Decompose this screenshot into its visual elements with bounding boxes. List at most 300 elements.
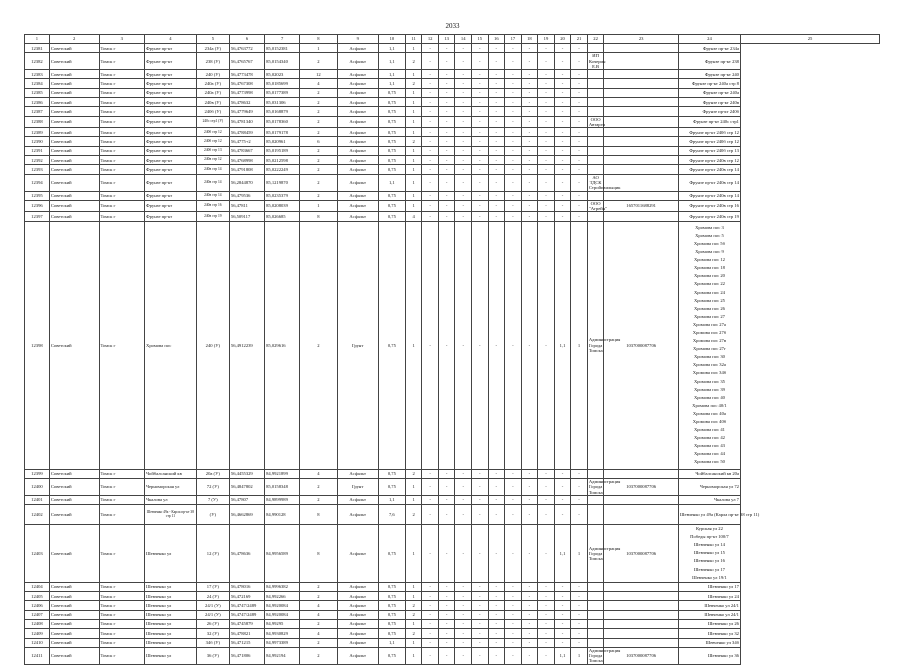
empty-cell: - xyxy=(422,79,439,88)
column-header-18: 18 xyxy=(521,35,538,44)
row-id: 12387 xyxy=(25,107,50,116)
address-list-item: Хромова пос 32а xyxy=(692,362,726,368)
inn-cell xyxy=(604,592,679,601)
empty-cell: - xyxy=(455,610,472,619)
empty-cell: - xyxy=(538,221,555,469)
empty-cell: - xyxy=(455,116,472,128)
extra-volume-cell: - xyxy=(554,610,571,619)
containers-cell: 1 xyxy=(405,98,422,107)
empty-cell: - xyxy=(505,200,522,212)
owner-cell xyxy=(587,146,604,155)
empty-cell: - xyxy=(538,629,555,638)
extra-count-cell: 1 xyxy=(571,647,588,664)
latitude-cell: 56,4662869 xyxy=(229,505,264,525)
empty-cell: - xyxy=(438,79,455,88)
house-number-cell: 20а (У) xyxy=(196,469,229,478)
extra-count-cell: - xyxy=(571,191,588,200)
count-cell: 2 xyxy=(300,146,337,155)
address-cell: Фрунзе пр-кт 240 xyxy=(678,70,740,79)
extra-count-cell: - xyxy=(571,505,588,525)
region-cell: Советский xyxy=(49,44,99,53)
empty-cell: - xyxy=(472,629,489,638)
empty-cell: - xyxy=(521,495,538,504)
empty-cell: - xyxy=(521,165,538,174)
table-row xyxy=(25,582,880,591)
street-cell: Шевченко ул xyxy=(145,610,197,619)
street-cell: Шевченко ул xyxy=(145,601,197,610)
table-row xyxy=(25,137,880,146)
latitude-cell: 56,47807 xyxy=(229,495,264,504)
row-id: 12395 xyxy=(25,191,50,200)
longitude-cell: 85,0212598 xyxy=(265,156,300,165)
surface-cell: Асфальт xyxy=(337,174,378,191)
column-header-17: 17 xyxy=(505,35,522,44)
empty-cell: - xyxy=(438,525,455,583)
surface-cell: Грунт xyxy=(337,478,378,495)
street-cell: Шевченко ул xyxy=(145,582,197,591)
latitude-cell: 56,471215 xyxy=(229,638,264,647)
extra-count-cell: - xyxy=(571,495,588,504)
address-cell: Фрунзе пр-кт 240б стр 12 xyxy=(678,128,740,137)
region-cell: Советский xyxy=(49,525,99,583)
containers-cell: 1 xyxy=(405,638,422,647)
empty-cell: - xyxy=(438,107,455,116)
empty-cell: - xyxy=(505,525,522,583)
empty-cell: - xyxy=(422,601,439,610)
empty-cell: - xyxy=(455,146,472,155)
latitude-cell: 56,4745879 xyxy=(229,619,264,628)
table-row xyxy=(25,638,880,647)
surface-cell: Асфальт xyxy=(337,44,378,53)
region-cell: Советский xyxy=(49,137,99,146)
surface-cell: Асфальт xyxy=(337,200,378,212)
empty-cell: - xyxy=(422,165,439,174)
longitude-cell: 85,0168879 xyxy=(265,107,300,116)
address-list-item: Хромова пос 41 xyxy=(693,427,725,433)
empty-cell: - xyxy=(538,212,555,221)
containers-cell: 1 xyxy=(405,156,422,165)
extra-count-cell: - xyxy=(571,98,588,107)
inn-cell xyxy=(604,116,679,128)
row-id: 12405 xyxy=(25,592,50,601)
longitude-cell: 85,020961 xyxy=(265,137,300,146)
table-row xyxy=(25,525,880,583)
surface-cell: Асфальт xyxy=(337,592,378,601)
containers-cell: 1 xyxy=(405,647,422,664)
empty-cell: - xyxy=(521,88,538,97)
owner-cell: Администрация Города Томска xyxy=(587,525,604,583)
empty-cell: - xyxy=(505,505,522,525)
volume-cell: 0,75 xyxy=(378,221,405,469)
surface-cell: Грунт xyxy=(337,221,378,469)
containers-cell: 1 xyxy=(405,70,422,79)
containers-cell: 1 xyxy=(405,582,422,591)
empty-cell: - xyxy=(455,469,472,478)
address-cell: Фрунзе пр-кт 240в стр 14 xyxy=(678,174,740,191)
house-number-cell: 238 (У) xyxy=(196,53,229,70)
house-number-cell: 234а (У) xyxy=(196,44,229,53)
empty-cell: - xyxy=(438,212,455,221)
longitude-cell: 84,9920084 xyxy=(265,610,300,619)
count-cell: 8 xyxy=(300,212,337,221)
longitude-cell: 84,9973389 xyxy=(265,638,300,647)
city-cell: Томск г xyxy=(99,191,145,200)
empty-cell: - xyxy=(455,629,472,638)
latitude-cell: 56,4455329 xyxy=(229,469,264,478)
city-cell: Томск г xyxy=(99,44,145,53)
table-header-row xyxy=(25,35,880,44)
empty-cell: - xyxy=(455,221,472,469)
empty-cell: - xyxy=(455,137,472,146)
empty-cell: - xyxy=(422,525,439,583)
latitude-cell: 56,4773478 xyxy=(229,70,264,79)
house-number-cell: 12 (У) xyxy=(196,525,229,583)
city-cell: Томск г xyxy=(99,98,145,107)
extra-volume-cell: - xyxy=(554,70,571,79)
volume-cell: 0,75 xyxy=(378,212,405,221)
empty-cell: - xyxy=(538,128,555,137)
empty-cell: - xyxy=(488,601,505,610)
surface-cell: Асфальт xyxy=(337,191,378,200)
empty-cell: - xyxy=(422,116,439,128)
city-cell: Томск г xyxy=(99,619,145,628)
empty-cell: - xyxy=(472,174,489,191)
house-number-cell: (У) xyxy=(196,505,229,525)
owner-cell: Администрация Города Томска xyxy=(588,647,621,664)
empty-cell: - xyxy=(488,619,505,628)
surface-cell: Асфальт xyxy=(337,156,378,165)
volume-cell: 1,1 xyxy=(378,70,405,79)
empty-cell: - xyxy=(521,629,538,638)
street-cell: Шевченко ул xyxy=(145,638,197,647)
volume-cell: 0,75 xyxy=(378,156,405,165)
longitude-cell: 85,026685 xyxy=(265,212,300,221)
street-cell: Шевченко 49а - Карла пр-кт 38 стр 11 xyxy=(145,505,197,525)
longitude-cell: 84,99295 xyxy=(265,619,300,628)
empty-cell: - xyxy=(521,200,538,212)
owner-cell: ООО Автаргн xyxy=(588,116,605,127)
house-number-cell: 240в стр 12 xyxy=(196,156,229,165)
empty-cell: - xyxy=(521,53,538,70)
address-cell: Фрунзе пр-кт 240б стр 13 xyxy=(678,146,740,155)
owner-cell xyxy=(587,79,604,88)
empty-cell: - xyxy=(505,107,522,116)
extra-volume-cell: - xyxy=(554,98,571,107)
extra-count-cell: - xyxy=(571,212,588,221)
empty-cell: - xyxy=(488,53,505,70)
volume-cell: 0,75 xyxy=(378,191,405,200)
row-id: 12381 xyxy=(25,44,50,53)
surface-cell: Асфальт xyxy=(337,638,378,647)
extra-count-cell: - xyxy=(571,200,588,212)
empty-cell: - xyxy=(438,505,455,525)
row-id: 12388 xyxy=(25,116,50,128)
volume-cell: 1,1 xyxy=(378,53,405,70)
row-id: 12408 xyxy=(25,619,50,628)
extra-volume-cell: - xyxy=(554,601,571,610)
inn-cell: 1037000087706 xyxy=(604,478,679,495)
extra-count-cell: - xyxy=(571,592,588,601)
address-cell: Шевченко ул 17 xyxy=(678,582,740,591)
extra-count-cell: - xyxy=(571,638,588,647)
row-id: 12407 xyxy=(25,610,50,619)
empty-cell: - xyxy=(488,165,505,174)
inn-cell xyxy=(604,582,679,591)
owner-cell xyxy=(587,582,604,591)
surface-cell: Асфальт xyxy=(337,505,378,525)
address-cell: Фрунзе пр-кт 240в стр 12 xyxy=(678,156,740,165)
latitude-cell: 56,4747/2489 xyxy=(229,601,264,610)
empty-cell: - xyxy=(521,128,538,137)
address-list-item: Шевченко ул 17 xyxy=(693,566,725,572)
empty-cell: - xyxy=(455,601,472,610)
empty-cell: - xyxy=(422,156,439,165)
empty-cell: - xyxy=(488,647,505,664)
containers-cell: 1 xyxy=(405,495,422,504)
row-id: 12402 xyxy=(25,505,50,525)
region-cell: Советский xyxy=(49,107,99,116)
empty-cell: - xyxy=(455,212,472,221)
owner-cell xyxy=(587,638,604,647)
empty-cell: - xyxy=(505,495,522,504)
street-cell: Фрунзе пр-кт xyxy=(145,200,197,212)
empty-cell: - xyxy=(538,137,555,146)
street-cell: Шевченко ул xyxy=(145,619,197,628)
volume-cell: 1,1 xyxy=(378,495,405,504)
longitude-cell: 85,0179178 xyxy=(265,128,300,137)
empty-cell: - xyxy=(488,505,505,525)
empty-cell: - xyxy=(488,107,505,116)
house-number-cell: 24 (У) xyxy=(196,592,229,601)
address-cell: Фрунзе пр-кт 240б xyxy=(678,107,740,116)
empty-cell: - xyxy=(472,53,489,70)
empty-cell: - xyxy=(521,146,538,155)
house-number-cell: 24/1 (У) xyxy=(196,610,229,619)
street-cell: Фрунзе пр-кт xyxy=(145,128,197,137)
volume-cell: 1,1 xyxy=(378,79,405,88)
extra-count-cell: - xyxy=(571,174,588,191)
extra-volume-cell: 1,1 xyxy=(554,525,571,583)
containers-cell: 2 xyxy=(405,629,422,638)
empty-cell: - xyxy=(505,44,522,53)
empty-cell: - xyxy=(422,44,439,53)
empty-cell: - xyxy=(538,79,555,88)
empty-cell: - xyxy=(472,137,489,146)
volume-cell: 7,6 xyxy=(378,505,405,525)
address-list-item: Хромова пос 40 xyxy=(693,394,725,400)
empty-cell: - xyxy=(488,156,505,165)
count-cell: 12 xyxy=(300,70,337,79)
table-row xyxy=(25,174,880,191)
empty-cell: - xyxy=(538,88,555,97)
empty-cell: - xyxy=(438,70,455,79)
city-cell: Томск г xyxy=(99,638,145,647)
empty-cell: - xyxy=(438,165,455,174)
owner-cell xyxy=(587,469,604,478)
empty-cell: - xyxy=(472,44,489,53)
row-id: 12385 xyxy=(25,88,50,97)
city-cell: Томск г xyxy=(99,146,145,155)
column-header-12: 12 xyxy=(422,35,439,44)
empty-cell: - xyxy=(505,70,522,79)
count-cell: 2 xyxy=(300,128,337,137)
empty-cell: - xyxy=(505,53,522,70)
row-id: 12384 xyxy=(25,79,50,88)
empty-cell: - xyxy=(472,601,489,610)
address-list-item: Шевченко ул 16 xyxy=(693,558,725,564)
column-header-15: 15 xyxy=(472,35,489,44)
longitude-cell: 85,031306 xyxy=(265,98,300,107)
table-row xyxy=(25,200,880,212)
count-cell: 2 xyxy=(300,107,337,116)
longitude-cell: 85,0195189 xyxy=(265,146,300,155)
volume-cell: 0,75 xyxy=(378,146,405,155)
inn-cell xyxy=(604,146,679,155)
empty-cell: - xyxy=(472,88,489,97)
empty-cell: - xyxy=(538,478,555,495)
table-row xyxy=(25,88,880,97)
empty-cell: - xyxy=(488,638,505,647)
latitude-cell: 56,4775+2 xyxy=(229,137,264,146)
empty-cell: - xyxy=(505,191,522,200)
empty-cell: - xyxy=(521,79,538,88)
empty-cell: - xyxy=(521,107,538,116)
address-cell: Фрунзе пр-кт 240в стр 19 xyxy=(678,212,740,221)
surface-cell: Асфальт xyxy=(337,619,378,628)
address-cell: Фрунзе пр-кт 238 xyxy=(678,53,740,70)
count-cell: 2 xyxy=(300,98,337,107)
region-cell: Советский xyxy=(49,165,99,174)
longitude-cell: 84,9930829 xyxy=(265,629,300,638)
volume-cell: 0,75 xyxy=(378,647,405,664)
table-row xyxy=(25,53,880,70)
address-list-item: Хромова пос 35 xyxy=(693,378,725,384)
empty-cell: - xyxy=(505,212,522,221)
empty-cell: - xyxy=(538,98,555,107)
latitude-cell: 56,4773998 xyxy=(229,88,264,97)
street-cell: Шевченко ул xyxy=(145,647,197,664)
empty-cell: - xyxy=(472,98,489,107)
empty-cell: - xyxy=(505,592,522,601)
inn-cell xyxy=(604,191,679,200)
containers-cell: 1 xyxy=(405,165,422,174)
table-row xyxy=(25,146,880,155)
surface-cell: Асфальт xyxy=(337,601,378,610)
empty-cell: - xyxy=(472,469,489,478)
address-list-item: Хромова пос 40а xyxy=(692,410,726,416)
empty-cell: - xyxy=(488,478,505,495)
longitude-cell: 85,0154340 xyxy=(265,53,300,70)
address-cell: Шевченко ул 24 xyxy=(678,592,740,601)
empty-cell: - xyxy=(455,478,472,495)
surface-cell: Асфальт xyxy=(337,116,378,128)
address-list-item: Хромова пос 12 xyxy=(693,257,725,263)
owner-cell xyxy=(587,88,604,97)
inn-cell xyxy=(604,98,679,107)
empty-cell: - xyxy=(488,582,505,591)
count-cell: 2 xyxy=(300,592,337,601)
surface-cell: Асфальт xyxy=(337,128,378,137)
empty-cell: - xyxy=(521,212,538,221)
empty-cell: - xyxy=(472,146,489,155)
empty-cell: - xyxy=(472,165,489,174)
volume-cell: 0,75 xyxy=(378,592,405,601)
city-cell: Томск г xyxy=(99,495,145,504)
region-cell: Советский xyxy=(49,79,99,88)
empty-cell: - xyxy=(538,156,555,165)
count-cell: 2 xyxy=(300,174,337,191)
volume-cell: 0,75 xyxy=(378,582,405,591)
table-row xyxy=(25,478,880,495)
empty-cell: - xyxy=(455,156,472,165)
empty-cell: - xyxy=(488,629,505,638)
column-header-23: 23 xyxy=(604,35,679,44)
extra-count-cell: - xyxy=(571,582,588,591)
inn-cell: 1657011688291 xyxy=(604,200,679,212)
inn-cell xyxy=(604,619,679,628)
empty-cell: - xyxy=(505,88,522,97)
row-id: 12404 xyxy=(25,582,50,591)
city-cell: Томск г xyxy=(99,156,145,165)
latitude-cell: 56,472169 xyxy=(229,592,264,601)
surface-cell: Асфальт xyxy=(337,79,378,88)
extra-count-cell: - xyxy=(571,88,588,97)
owner-cell xyxy=(587,137,604,146)
region-cell: Советский xyxy=(49,601,99,610)
empty-cell: - xyxy=(472,647,489,664)
register-table xyxy=(24,34,880,665)
region-cell: Советский xyxy=(49,53,99,70)
empty-cell: - xyxy=(455,200,472,212)
address-cell: Шевченко ул 34б xyxy=(678,638,740,647)
extra-volume-cell: - xyxy=(554,638,571,647)
address-list-item: Шевченко ул 15 xyxy=(693,550,725,556)
empty-cell: - xyxy=(488,128,505,137)
address-list-item: Хромова пос 39 xyxy=(693,386,725,392)
volume-cell: 0,75 xyxy=(378,610,405,619)
region-cell: Советский xyxy=(49,200,99,212)
city-cell: Томск г xyxy=(99,107,145,116)
street-cell: Шевченко ул xyxy=(145,592,197,601)
volume-cell: 0,75 xyxy=(378,469,405,478)
empty-cell: - xyxy=(488,137,505,146)
house-number-cell: 72 (У) xyxy=(196,478,229,495)
empty-cell: - xyxy=(455,165,472,174)
empty-cell: - xyxy=(505,174,522,191)
owner-cell: Администрация Города Томска xyxy=(588,478,621,495)
extra-volume-cell: - xyxy=(554,174,571,191)
containers-cell: 1 xyxy=(405,88,422,97)
row-id: 12398 xyxy=(25,221,50,469)
count-cell: 2 xyxy=(300,116,337,128)
address-cell: Шевченко ул 26 xyxy=(678,619,740,628)
count-cell: 8 xyxy=(300,525,337,583)
empty-cell: - xyxy=(455,582,472,591)
empty-cell: - xyxy=(455,174,472,191)
empty-cell: - xyxy=(538,619,555,628)
column-header-7: 7 xyxy=(265,35,300,44)
empty-cell: - xyxy=(422,98,439,107)
column-header-6: 6 xyxy=(229,35,264,44)
latitude-cell: 56,471806 xyxy=(229,647,264,664)
region-cell: Советский xyxy=(49,146,99,155)
count-cell: 4 xyxy=(300,79,337,88)
empty-cell: - xyxy=(521,44,538,53)
empty-cell: - xyxy=(505,610,522,619)
empty-cell: - xyxy=(538,610,555,619)
empty-cell: - xyxy=(422,191,439,200)
empty-cell: - xyxy=(488,212,505,221)
